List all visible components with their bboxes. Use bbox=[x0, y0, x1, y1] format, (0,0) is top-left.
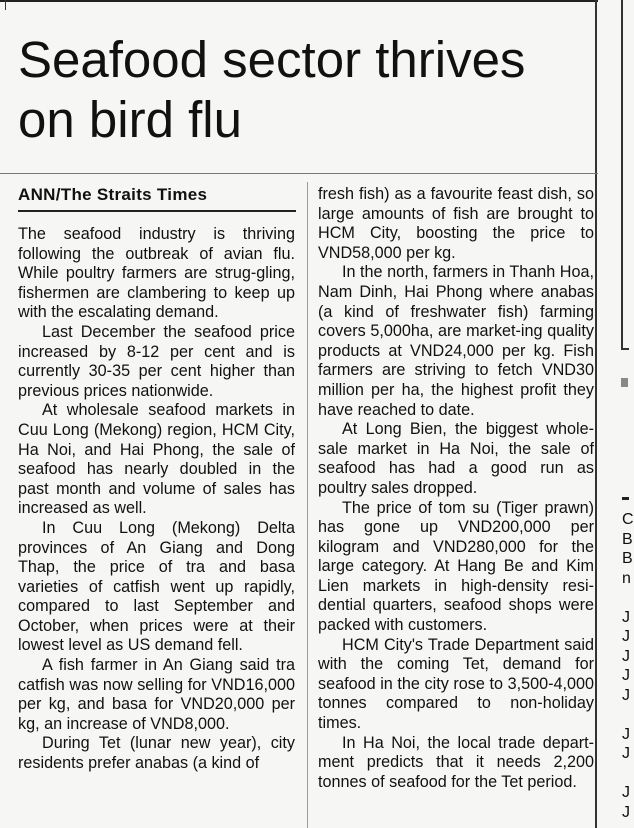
top-tick bbox=[5, 0, 6, 10]
fragment: J bbox=[622, 647, 630, 665]
adjacent-rule bbox=[622, 497, 629, 500]
adjacent-box-border bbox=[621, 0, 623, 350]
fragment bbox=[622, 705, 634, 725]
fragment bbox=[622, 764, 634, 784]
paragraph: During Tet (lunar new year), city residents prefer anabas (a kind of bbox=[18, 734, 295, 773]
paragraph: In Cuu Long (Mekong) Delta provinces of An Giang and Dong Thap, the price of tra and basa varieties of catfish went up rapidly, compared to last September and October, when prices were at their lowest level as US demand fell. bbox=[18, 518, 295, 655]
byline-rule bbox=[18, 210, 296, 212]
column-divider bbox=[307, 182, 308, 828]
paragraph: In Ha Noi, the local trade depart-ment predicts that it needs 2,200 tonnes of seafood for the Tet period. bbox=[318, 733, 594, 791]
fragment: J bbox=[622, 608, 630, 626]
fragment: n bbox=[622, 569, 631, 587]
fragment bbox=[622, 588, 634, 608]
adjacent-square-icon bbox=[621, 378, 628, 387]
paragraph: HCM City's Trade Department said with the coming Tet, demand for seafood in the city rose to 3,500-4,000 tonnes compared to non-holiday times. bbox=[318, 635, 594, 733]
fragment: J bbox=[622, 686, 630, 704]
headline-divider bbox=[0, 173, 598, 174]
headline bbox=[18, 30, 588, 150]
top-rule bbox=[0, 0, 598, 2]
article-right-column bbox=[318, 185, 594, 792]
paragraph: Last December the seafood price increased by 8-12 per cent and is currently 30-35 per cent higher than previous prices nationwide. bbox=[18, 322, 295, 400]
byline: ANN/The Straits Times bbox=[18, 185, 208, 204]
paragraph-continuation: fresh fish) as a favourite feast dish, so large amounts of fish are brought to HCM City, boosting the price to VND58,000 per kg. bbox=[318, 185, 594, 262]
article-left-column bbox=[18, 225, 295, 774]
fragment: J bbox=[622, 725, 630, 743]
fragment: J bbox=[622, 628, 630, 645]
paragraph: At Long Bien, the biggest whole-sale market in Ha Noi, the sale of seafood has had a good run as poultry sales dropped. bbox=[318, 420, 594, 497]
fragment: J bbox=[622, 667, 630, 684]
paragraph: At wholesale seafood markets in Cuu Long (Mekong) region, HCM City, Ha Noi, and Hai Phong, the sale of seafood has nearly doubled in the past month and volume of sales has increased as well. bbox=[18, 401, 295, 518]
paragraph: A fish farmer in An Giang said tra catfish was now selling for VND16,000 per kg, and basa for VND20,000 per kg, an increase of VND8,000. bbox=[18, 656, 295, 733]
paragraph: The price of tom su (Tiger prawn) has gone up VND200,000 per kilogram and VND280,000 for the large category. At Hang Be and Kim Lien markets in high-density resi-dential quarters, seafood shops were packed with customers. bbox=[318, 498, 594, 635]
fragment: B bbox=[622, 550, 633, 567]
paragraph: The seafood industry is thriving following the outbreak of avian flu. While poultry farmers are strug-gling, fishermen are clambering to keep up with the escalating demand. bbox=[18, 225, 295, 322]
fragment: C bbox=[622, 511, 634, 528]
adjacent-box-bottom bbox=[621, 348, 629, 350]
fragment: J bbox=[622, 784, 630, 801]
adjacent-column-fragments bbox=[622, 510, 634, 822]
fragment: J bbox=[622, 803, 630, 821]
headline-line-2: on bird flu bbox=[18, 91, 242, 148]
column-rule-right bbox=[595, 0, 597, 828]
headline-line-1: Seafood sector thrives bbox=[18, 31, 526, 88]
fragment: J bbox=[622, 745, 630, 762]
fragment: B bbox=[622, 530, 633, 548]
paragraph: In the north, farmers in Thanh Hoa, Nam Dinh, Hai Phong where anabas (a kind of freshwater fish) farming covers 5,000ha, are market-ing quality products at VND24,000 per kg. Fish farmers are striving to fetch VND30 million per ha, the highest profit they have reached to date. bbox=[318, 263, 594, 419]
